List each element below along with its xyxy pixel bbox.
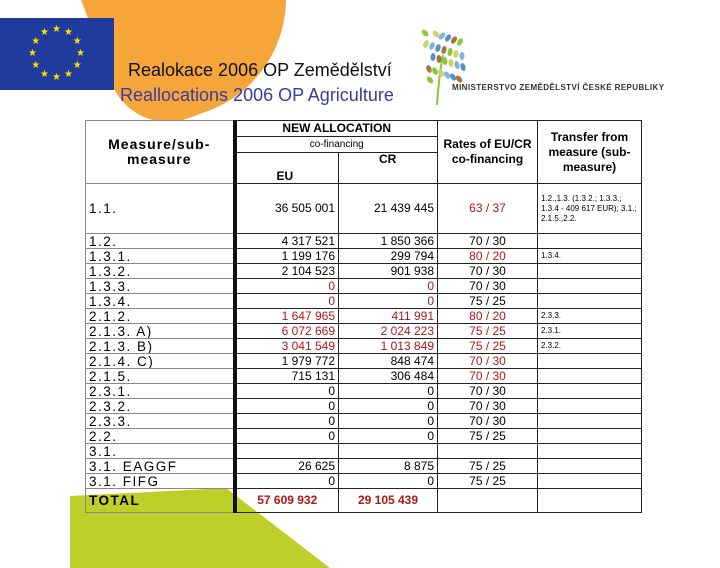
transfer-value <box>538 384 642 399</box>
eu-value: 0 <box>235 384 339 399</box>
header-new-allocation: NEW ALLOCATION <box>235 121 438 137</box>
slide-title-english: Reallocations 2006 OP Agriculture <box>120 85 394 105</box>
cr-value: 0 <box>339 294 438 309</box>
eu-value <box>235 444 339 459</box>
leaf-shape <box>437 68 445 77</box>
rate-value: 75 / 25 <box>438 459 538 474</box>
total-transfer <box>538 489 642 513</box>
total-rate <box>438 489 538 513</box>
transfer-value <box>538 444 642 459</box>
table-row <box>86 384 642 399</box>
measure-label: 3.1. FIFG <box>86 474 235 489</box>
table-row <box>86 264 642 279</box>
rate-value: 63 / 37 <box>438 184 538 234</box>
total-eu: 57 609 932 <box>235 489 339 513</box>
transfer-value <box>538 429 642 444</box>
leaf-shape <box>459 52 464 60</box>
transfer-value <box>538 474 642 489</box>
eu-value: 26 625 <box>235 459 339 474</box>
eu-value: 0 <box>235 474 339 489</box>
cr-value: 1 013 849 <box>339 339 438 354</box>
transfer-value <box>538 234 642 249</box>
total-label: TOTAL <box>86 489 235 513</box>
star-icon: ★ <box>76 48 85 59</box>
ministry-name: MINISTERSTVO ZEMĚDĚLSTVÍ ČESKÉ REPUBLIKY <box>452 83 665 92</box>
cr-value: 0 <box>339 474 438 489</box>
header-eu: EU <box>235 152 339 184</box>
leaf-shape <box>454 61 461 70</box>
measure-label: 2.1.2. <box>86 309 235 324</box>
table-row <box>86 444 642 459</box>
leaf-shape <box>441 46 448 55</box>
leaf-shape <box>431 66 439 75</box>
measure-label: 1.1. <box>86 184 235 234</box>
rate-value: 75 / 25 <box>438 294 538 309</box>
rate-value: 70 / 30 <box>438 354 538 369</box>
header-rates: Rates of EU/CR co-financing <box>438 121 538 184</box>
cr-value: 0 <box>339 279 438 294</box>
leaf-shape <box>459 62 466 71</box>
rate-value: 75 / 25 <box>438 474 538 489</box>
transfer-value <box>538 414 642 429</box>
cr-value: 901 938 <box>339 264 438 279</box>
cr-value: 299 794 <box>339 249 438 264</box>
leaf-shape <box>422 39 430 48</box>
table-row <box>86 429 642 444</box>
cr-value: 2 024 223 <box>339 324 438 339</box>
cr-value: 1 850 366 <box>339 234 438 249</box>
rate-value: 70 / 30 <box>438 279 538 294</box>
transfer-value: 2.3.3. <box>538 309 642 324</box>
star-icon: ★ <box>52 72 61 83</box>
rate-value: 75 / 25 <box>438 339 538 354</box>
transfer-value <box>538 354 642 369</box>
cr-value: 0 <box>339 429 438 444</box>
table-row <box>86 474 642 489</box>
measure-label: 3.1. EAGGF <box>86 459 235 474</box>
transfer-value: 1.2.,1.3. (1.3.2.; 1.3.3.; 1.3.4 - 409 617 EUR); 3.1.; 2.1.5.,2.2. <box>538 184 642 234</box>
eu-value: 1 979 772 <box>235 354 339 369</box>
transfer-value <box>538 399 642 414</box>
eu-value: 715 131 <box>235 369 339 384</box>
star-icon: ★ <box>72 36 82 47</box>
table-row <box>86 414 642 429</box>
table-row <box>86 279 642 294</box>
transfer-value <box>538 264 642 279</box>
measure-label: 3.1. <box>86 444 235 459</box>
measure-label: 2.3.2. <box>86 399 235 414</box>
transfer-value <box>538 294 642 309</box>
leaf-shape <box>430 53 435 61</box>
header-cofinancing: co-financing <box>235 136 438 152</box>
leaf-shape <box>426 75 435 84</box>
star-icon: ★ <box>31 36 41 47</box>
rate-value: 70 / 30 <box>438 384 538 399</box>
eu-value: 0 <box>235 294 339 309</box>
eu-value: 6 072 669 <box>235 324 339 339</box>
measure-label: 2.2. <box>86 429 235 444</box>
measure-label: 1.3.3. <box>86 279 235 294</box>
leaf-shape <box>447 48 453 57</box>
leaf-shape <box>425 64 433 73</box>
table-row <box>86 324 642 339</box>
star-icon: ★ <box>72 60 82 71</box>
rate-value: 70 / 30 <box>438 264 538 279</box>
header-transfer: Transfer from measure (sub-measure) <box>538 121 642 184</box>
measure-label: 2.1.3. B) <box>86 339 235 354</box>
total-cr: 29 105 439 <box>339 489 438 513</box>
leaf-shape <box>453 50 459 58</box>
rate-value: 75 / 25 <box>438 429 538 444</box>
star-icon: ★ <box>64 27 73 39</box>
rate-value: 70 / 30 <box>438 414 538 429</box>
ministry-tree-logo <box>415 25 475 105</box>
star-icon: ★ <box>40 68 49 80</box>
rate-value: 70 / 30 <box>438 399 538 414</box>
measure-label: 2.1.5. <box>86 369 235 384</box>
transfer-value: 1.3.4. <box>538 249 642 264</box>
table-row <box>86 354 642 369</box>
star-icon: ★ <box>52 24 61 35</box>
cr-value: 8 875 <box>339 459 438 474</box>
table-row <box>86 184 642 234</box>
cr-value: 848 474 <box>339 354 438 369</box>
cr-value <box>339 444 438 459</box>
star-icon: ★ <box>31 60 41 71</box>
measure-label: 1.3.2. <box>86 264 235 279</box>
transfer-value: 2.3.2. <box>538 339 642 354</box>
measure-label: 1.2. <box>86 234 235 249</box>
cr-value: 0 <box>339 384 438 399</box>
cr-value: 21 439 445 <box>339 184 438 234</box>
eu-value: 36 505 001 <box>235 184 339 234</box>
measure-label: 1.3.4. <box>86 294 235 309</box>
table-row <box>86 459 642 474</box>
eu-value: 0 <box>235 279 339 294</box>
header-cr: CR <box>339 152 438 184</box>
leaf-shape <box>448 59 454 68</box>
star-icon: ★ <box>28 48 37 59</box>
reallocation-table <box>85 120 642 513</box>
slide-title-czech: Realokace 2006 OP Zemědělství <box>128 60 392 80</box>
total-row <box>86 489 642 513</box>
leaf-shape <box>420 28 429 37</box>
rate-value: 75 / 25 <box>438 324 538 339</box>
eu-value: 2 104 523 <box>235 264 339 279</box>
table-row <box>86 234 642 249</box>
transfer-value <box>538 459 642 474</box>
table-row <box>86 399 642 414</box>
eu-value: 0 <box>235 429 339 444</box>
transfer-value <box>538 279 642 294</box>
star-icon: ★ <box>40 27 49 39</box>
eu-value: 1 199 176 <box>235 249 339 264</box>
table-row <box>86 369 642 384</box>
leaf-shape <box>428 41 436 50</box>
leaf-shape <box>434 43 441 52</box>
eu-value: 0 <box>235 399 339 414</box>
measure-label: 2.1.4. C) <box>86 354 235 369</box>
cr-value: 411 991 <box>339 309 438 324</box>
table-row <box>86 294 642 309</box>
table-row <box>86 309 642 324</box>
rate-value <box>438 444 538 459</box>
rate-value: 80 / 20 <box>438 309 538 324</box>
eu-value: 4 317 521 <box>235 234 339 249</box>
rate-value: 80 / 20 <box>438 249 538 264</box>
transfer-value: 2.3.1. <box>538 324 642 339</box>
rate-value: 70 / 30 <box>438 369 538 384</box>
cr-value: 0 <box>339 399 438 414</box>
table-row <box>86 339 642 354</box>
measure-label: 1.3.1. <box>86 249 235 264</box>
table-row <box>86 249 642 264</box>
eu-value: 0 <box>235 414 339 429</box>
measure-label: 2.1.3. A) <box>86 324 235 339</box>
rate-value: 70 / 30 <box>438 234 538 249</box>
eu-value: 1 647 965 <box>235 309 339 324</box>
transfer-value <box>538 369 642 384</box>
measure-label: 2.3.1. <box>86 384 235 399</box>
cr-value: 306 484 <box>339 369 438 384</box>
eu-flag-logo <box>0 18 114 90</box>
leaf-shape <box>456 37 464 46</box>
cr-value: 0 <box>339 414 438 429</box>
header-measure: Measure/sub-measure <box>86 121 235 184</box>
star-icon: ★ <box>64 68 73 80</box>
eu-value: 3 041 549 <box>235 339 339 354</box>
measure-label: 2.3.3. <box>86 414 235 429</box>
